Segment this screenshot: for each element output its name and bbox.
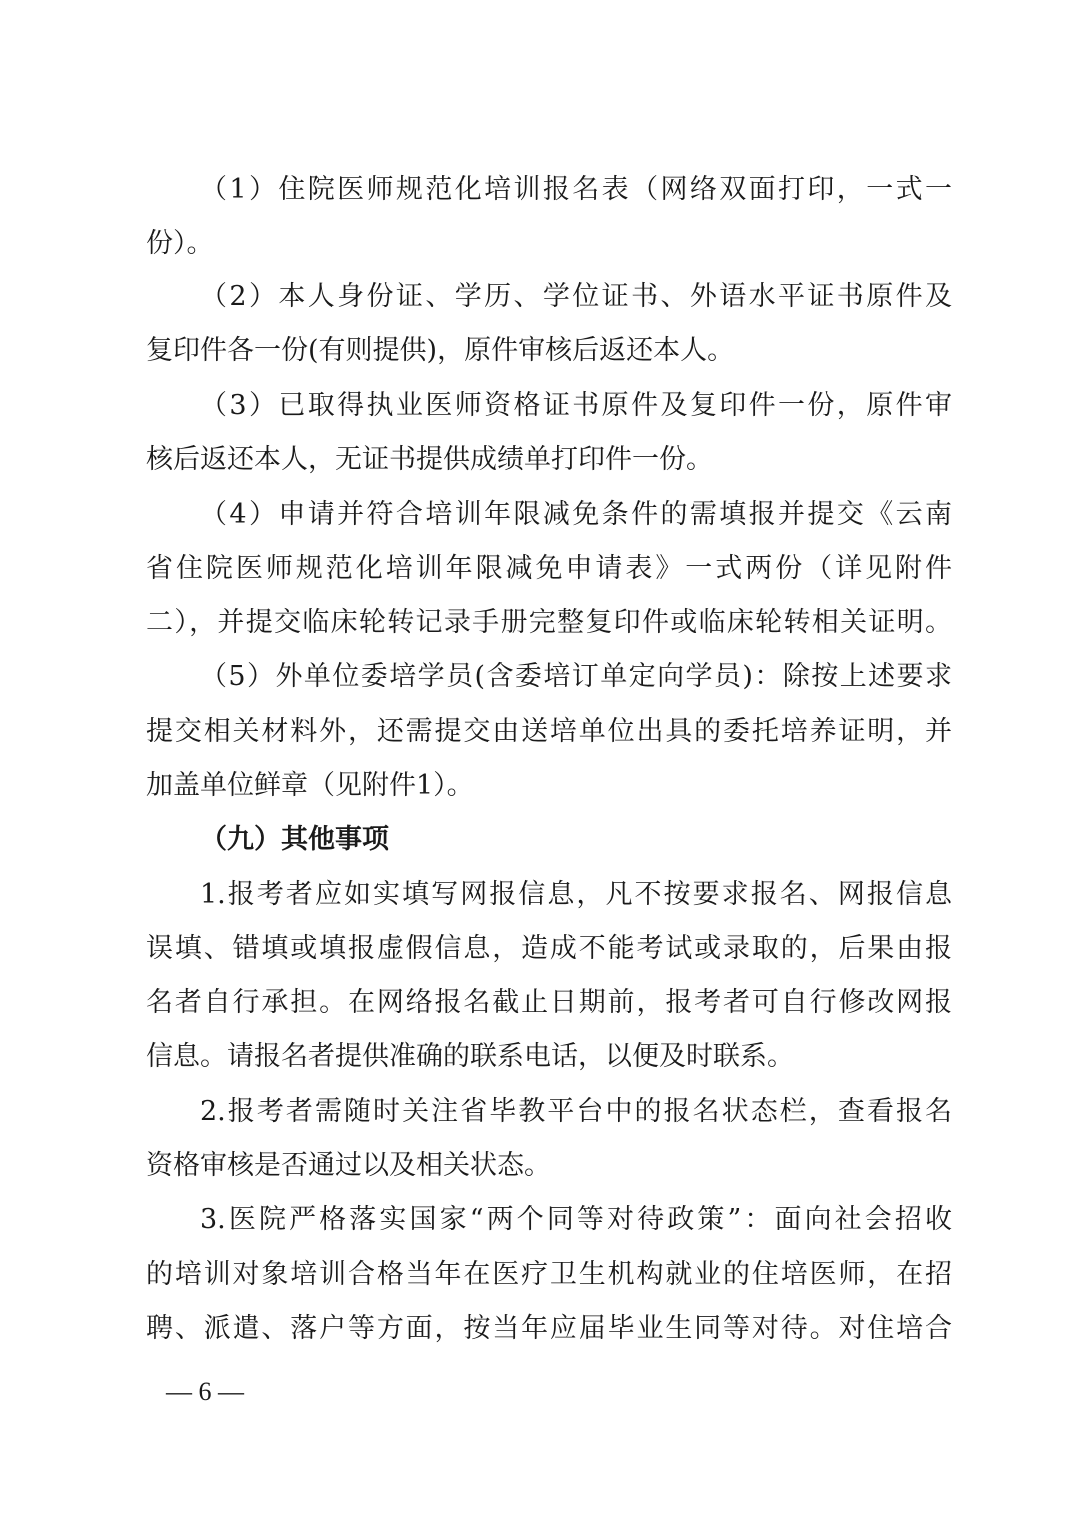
note-3-line-3: 聘、派遣、落户等方面，按当年应届毕业生同等对待。对住培合 bbox=[146, 1313, 952, 1344]
item-5-line-2: 提交相关材料外，还需提交由送培单位出具的委托培养证明，并 bbox=[146, 716, 952, 747]
note-2-line-2: 资格审核是否通过以及相关状态。 bbox=[146, 1150, 551, 1181]
item-5-line-1: （5）外单位委培学员(含委培订单定向学员)：除按上述要求 bbox=[200, 661, 952, 692]
item-3-line-1: （3）已取得执业医师资格证书原件及复印件一份，原件审 bbox=[200, 390, 952, 421]
item-2-line-1: （2）本人身份证、学历、学位证书、外语水平证书原件及 bbox=[200, 281, 952, 312]
item-5-line-3: 加盖单位鲜章（见附件1）。 bbox=[146, 770, 474, 801]
item-4-line-1: （4）申请并符合培训年限减免条件的需填报并提交《云南 bbox=[200, 499, 952, 530]
page-number: — 6 — bbox=[166, 1377, 244, 1406]
item-1-line-1: （1）住院医师规范化培训报名表（网络双面打印，一式一 bbox=[200, 174, 952, 205]
note-3-line-1: 3.医院严格落实国家“两个同等对待政策”：面向社会招收 bbox=[200, 1204, 952, 1235]
note-2-line-1: 2.报考者需随时关注省毕教平台中的报名状态栏，查看报名 bbox=[200, 1096, 952, 1127]
note-1-line-4: 信息。请报名者提供准确的联系电话，以便及时联系。 bbox=[146, 1041, 794, 1072]
item-3-line-2: 核后返还本人，无证书提供成绩单打印件一份。 bbox=[146, 444, 713, 475]
item-4-line-3: 二），并提交临床轮转记录手册完整复印件或临床轮转相关证明。 bbox=[146, 607, 952, 638]
note-3-line-2: 的培训对象培训合格当年在医疗卫生机构就业的住培医师，在招 bbox=[146, 1259, 952, 1290]
note-1-line-2: 误填、错填或填报虚假信息，造成不能考试或录取的，后果由报 bbox=[146, 933, 952, 964]
section-heading: （九）其他事项 bbox=[200, 824, 389, 855]
note-1-line-1: 1.报考者应如实填写网报信息，凡不按要求报名、网报信息 bbox=[200, 879, 952, 910]
item-2-line-2: 复印件各一份(有则提供)，原件审核后返还本人。 bbox=[146, 335, 735, 366]
item-1-line-2: 份）。 bbox=[146, 228, 214, 259]
item-4-line-2: 省住院医师规范化培训年限减免申请表》一式两份（详见附件 bbox=[146, 553, 952, 584]
note-1-line-3: 名者自行承担。在网络报名截止日期前，报考者可自行修改网报 bbox=[146, 987, 952, 1018]
